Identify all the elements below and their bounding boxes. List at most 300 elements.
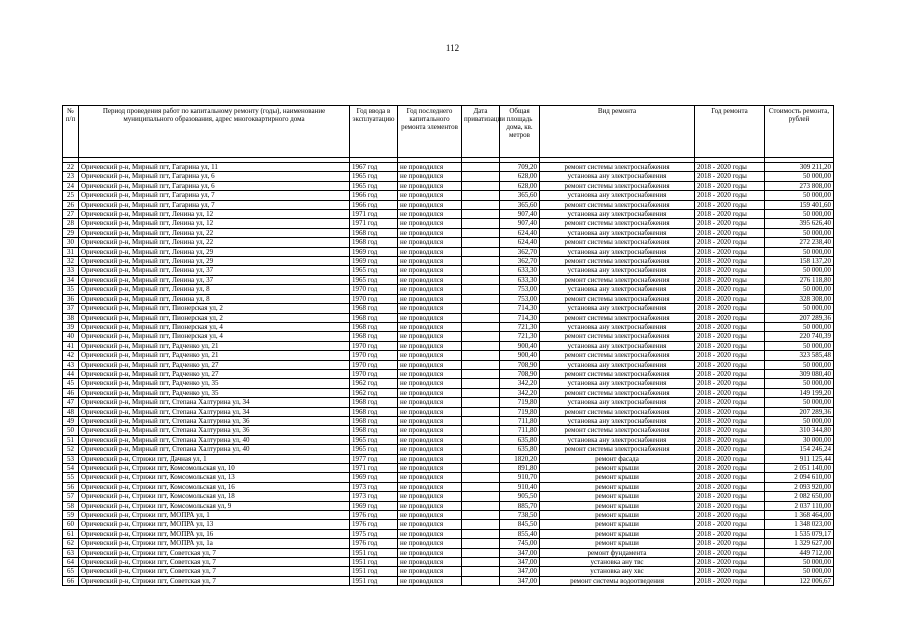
- cell-address: Оричевский р-н, Стрижи пгт, Комсомольская ул, 9: [79, 501, 350, 510]
- cell-number: 63: [63, 548, 79, 557]
- cell-privatization: [462, 219, 500, 228]
- cell-cost: 207 289,36: [765, 313, 834, 322]
- cell-repair-year: 2018 - 2020 годы: [695, 473, 765, 482]
- cell-number: 32: [63, 257, 79, 266]
- cell-repair-type: ремонт системы электроснабжения: [540, 369, 695, 378]
- cell-commission-year: 1967 год: [350, 163, 398, 172]
- cell-repair-year: 2018 - 2020 годы: [695, 351, 765, 360]
- cell-privatization: [462, 548, 500, 557]
- header-commission-year: Год ввода в эксплуатацию: [350, 106, 398, 158]
- cell-cost: 328 308,00: [765, 294, 834, 303]
- cell-repair-year: 2018 - 2020 годы: [695, 520, 765, 529]
- cell-area: 714,30: [500, 304, 540, 313]
- header-area: Общая площадь дома, кв. метров: [500, 106, 540, 158]
- cell-number: 30: [63, 238, 79, 247]
- cell-privatization: [462, 275, 500, 284]
- cell-last-repair: не проводился: [398, 266, 462, 275]
- cell-repair-type: ремонт системы электроснабжения: [540, 407, 695, 416]
- cell-number: 39: [63, 322, 79, 331]
- cell-area: 885,70: [500, 501, 540, 510]
- table-row: [63, 426, 834, 435]
- cell-cost: 50 000,00: [765, 322, 834, 331]
- cell-last-repair: не проводился: [398, 379, 462, 388]
- cell-area: 907,40: [500, 210, 540, 219]
- cell-privatization: [462, 454, 500, 463]
- cell-repair-year: 2018 - 2020 годы: [695, 482, 765, 491]
- table-row: [63, 313, 834, 322]
- cell-area: 342,20: [500, 388, 540, 397]
- cell-area: 362,70: [500, 247, 540, 256]
- cell-commission-year: 1970 год: [350, 285, 398, 294]
- cell-commission-year: 1965 год: [350, 445, 398, 454]
- cell-repair-type: ремонт системы электроснабжения: [540, 238, 695, 247]
- cell-area: 900,40: [500, 341, 540, 350]
- table-row: [63, 558, 834, 567]
- cell-cost: 2 082 650,00: [765, 492, 834, 501]
- cell-repair-year: 2018 - 2020 годы: [695, 511, 765, 520]
- cell-last-repair: не проводился: [398, 520, 462, 529]
- cell-number: 53: [63, 454, 79, 463]
- header-number: № п/п: [63, 106, 79, 158]
- cell-last-repair: не проводился: [398, 501, 462, 510]
- cell-last-repair: не проводился: [398, 445, 462, 454]
- cell-repair-year: 2018 - 2020 годы: [695, 539, 765, 548]
- cell-privatization: [462, 379, 500, 388]
- cell-address: Оричевский р-н, Мирный пгт, Радченко ул, 27: [79, 369, 350, 378]
- cell-address: Оричевский р-н, Мирный пгт, Степана Халтурина ул, 36: [79, 426, 350, 435]
- table-row: [63, 445, 834, 454]
- cell-commission-year: 1970 год: [350, 341, 398, 350]
- table-row: [63, 294, 834, 303]
- table-row: [63, 238, 834, 247]
- cell-area: 628,00: [500, 172, 540, 181]
- cell-cost: 395 626,40: [765, 219, 834, 228]
- cell-last-repair: не проводился: [398, 426, 462, 435]
- cell-repair-type: ремонт крыши: [540, 539, 695, 548]
- cell-privatization: [462, 426, 500, 435]
- table-row: [63, 172, 834, 181]
- cell-last-repair: не проводился: [398, 257, 462, 266]
- cell-commission-year: 1968 год: [350, 322, 398, 331]
- table-row: [63, 473, 834, 482]
- cell-repair-type: ремонт системы электроснабжения: [540, 275, 695, 284]
- table-row: [63, 482, 834, 491]
- table-row: [63, 369, 834, 378]
- cell-commission-year: 1968 год: [350, 407, 398, 416]
- cell-area: 635,80: [500, 445, 540, 454]
- cell-number: 24: [63, 181, 79, 190]
- cell-area: 719,80: [500, 407, 540, 416]
- cell-commission-year: 1969 год: [350, 247, 398, 256]
- table-row: [63, 529, 834, 538]
- cell-area: 365,60: [500, 200, 540, 209]
- cell-repair-type: установка ану электроснабжения: [540, 360, 695, 369]
- cell-cost: 272 238,40: [765, 238, 834, 247]
- cell-repair-type: установка ану твс: [540, 558, 695, 567]
- cell-address: Оричевский р-н, Мирный пгт, Ленина ул, 37: [79, 266, 350, 275]
- cell-area: 347,00: [500, 558, 540, 567]
- cell-commission-year: 1973 год: [350, 492, 398, 501]
- cell-privatization: [462, 520, 500, 529]
- cell-commission-year: 1971 год: [350, 464, 398, 473]
- cell-repair-year: 2018 - 2020 годы: [695, 210, 765, 219]
- cell-last-repair: не проводился: [398, 275, 462, 284]
- cell-repair-year: 2018 - 2020 годы: [695, 379, 765, 388]
- cell-last-repair: не проводился: [398, 416, 462, 425]
- cell-repair-year: 2018 - 2020 годы: [695, 416, 765, 425]
- cell-last-repair: не проводился: [398, 369, 462, 378]
- cell-area: 365,60: [500, 191, 540, 200]
- cell-commission-year: 1968 год: [350, 304, 398, 313]
- cell-repair-type: установка ану электроснабжения: [540, 247, 695, 256]
- cell-number: 26: [63, 200, 79, 209]
- cell-commission-year: 1965 год: [350, 181, 398, 190]
- cell-repair-year: 2018 - 2020 годы: [695, 548, 765, 557]
- cell-privatization: [462, 285, 500, 294]
- cell-address: Оричевский р-н, Мирный пгт, Пионерская ул, 4: [79, 322, 350, 331]
- cell-repair-type: ремонт фундамента: [540, 548, 695, 557]
- cell-number: 22: [63, 163, 79, 172]
- cell-cost: 50 000,00: [765, 285, 834, 294]
- cell-repair-year: 2018 - 2020 годы: [695, 435, 765, 444]
- cell-area: 708,90: [500, 369, 540, 378]
- cell-privatization: [462, 313, 500, 322]
- cell-area: 624,40: [500, 238, 540, 247]
- cell-repair-year: 2018 - 2020 годы: [695, 558, 765, 567]
- cell-last-repair: не проводился: [398, 464, 462, 473]
- table-row: [63, 464, 834, 473]
- cell-area: 628,00: [500, 181, 540, 190]
- cell-address: Оричевский р-н, Стрижи пгт, Комсомольская ул, 18: [79, 492, 350, 501]
- cell-privatization: [462, 266, 500, 275]
- cell-area: 342,20: [500, 379, 540, 388]
- cell-repair-type: ремонт системы электроснабжения: [540, 257, 695, 266]
- cell-cost: 50 000,00: [765, 398, 834, 407]
- cell-repair-year: 2018 - 2020 годы: [695, 266, 765, 275]
- cell-area: 709,20: [500, 163, 540, 172]
- cell-cost: 50 000,00: [765, 266, 834, 275]
- table-row: [63, 181, 834, 190]
- cell-last-repair: не проводился: [398, 548, 462, 557]
- cell-repair-year: 2018 - 2020 годы: [695, 445, 765, 454]
- cell-repair-type: установка ану электроснабжения: [540, 228, 695, 237]
- cell-number: 52: [63, 445, 79, 454]
- cell-repair-type: ремонт фасада: [540, 454, 695, 463]
- cell-area: 745,00: [500, 539, 540, 548]
- cell-cost: 2 051 140,00: [765, 464, 834, 473]
- cell-number: 29: [63, 228, 79, 237]
- table-row: [63, 576, 834, 585]
- cell-cost: 220 740,39: [765, 332, 834, 341]
- cell-area: 708,90: [500, 360, 540, 369]
- cell-last-repair: не проводился: [398, 529, 462, 538]
- cell-address: Оричевский р-н, Мирный пгт, Степана Халтурина ул, 40: [79, 445, 350, 454]
- cell-area: 633,30: [500, 266, 540, 275]
- cell-address: Оричевский р-н, Мирный пгт, Пионерская ул, 4: [79, 332, 350, 341]
- table-row: [63, 548, 834, 557]
- cell-address: Оричевский р-н, Мирный пгт, Степана Халтурина ул, 40: [79, 435, 350, 444]
- cell-repair-year: 2018 - 2020 годы: [695, 341, 765, 350]
- cell-cost: 50 000,00: [765, 191, 834, 200]
- cell-commission-year: 1970 год: [350, 369, 398, 378]
- cell-repair-type: ремонт системы электроснабжения: [540, 200, 695, 209]
- cell-privatization: [462, 407, 500, 416]
- cell-privatization: [462, 322, 500, 331]
- cell-commission-year: 1962 год: [350, 388, 398, 397]
- cell-privatization: [462, 257, 500, 266]
- cell-privatization: [462, 529, 500, 538]
- page-number: 112: [445, 43, 460, 53]
- cell-area: 738,50: [500, 511, 540, 520]
- cell-commission-year: 1976 год: [350, 511, 398, 520]
- cell-cost: 1 329 627,00: [765, 539, 834, 548]
- cell-address: Оричевский р-н, Мирный пгт, Радченко ул, 35: [79, 388, 350, 397]
- cell-repair-type: установка ану электроснабжения: [540, 379, 695, 388]
- cell-last-repair: не проводился: [398, 163, 462, 172]
- cell-cost: 276 118,80: [765, 275, 834, 284]
- cell-privatization: [462, 369, 500, 378]
- cell-repair-year: 2018 - 2020 годы: [695, 388, 765, 397]
- cell-repair-type: установка ану электроснабжения: [540, 285, 695, 294]
- header-privatization-date: Дата приватизации: [462, 106, 500, 158]
- cell-repair-type: ремонт системы электроснабжения: [540, 219, 695, 228]
- cell-address: Оричевский р-н, Мирный пгт, Ленина ул, 12: [79, 219, 350, 228]
- header-repair-year: Год ремонта: [695, 106, 765, 158]
- cell-commission-year: 1965 год: [350, 172, 398, 181]
- table-row: [63, 163, 834, 172]
- cell-area: 714,30: [500, 313, 540, 322]
- cell-repair-year: 2018 - 2020 годы: [695, 360, 765, 369]
- cell-last-repair: не проводился: [398, 219, 462, 228]
- cell-repair-type: ремонт крыши: [540, 529, 695, 538]
- cell-number: 45: [63, 379, 79, 388]
- cell-area: 347,00: [500, 567, 540, 576]
- cell-privatization: [462, 304, 500, 313]
- cell-last-repair: не проводился: [398, 482, 462, 491]
- cell-address: Оричевский р-н, Мирный пгт, Ленина ул, 29: [79, 247, 350, 256]
- cell-last-repair: не проводился: [398, 332, 462, 341]
- cell-cost: 50 000,00: [765, 567, 834, 576]
- cell-cost: 2 037 110,00: [765, 501, 834, 510]
- cell-number: 37: [63, 304, 79, 313]
- cell-address: Оричевский р-н, Мирный пгт, Ленина ул, 29: [79, 257, 350, 266]
- cell-commission-year: 1977 год: [350, 454, 398, 463]
- cell-privatization: [462, 567, 500, 576]
- cell-repair-year: 2018 - 2020 годы: [695, 304, 765, 313]
- table-row: [63, 247, 834, 256]
- cell-last-repair: не проводился: [398, 576, 462, 585]
- cell-number: 50: [63, 426, 79, 435]
- cell-cost: 1 368 464,00: [765, 511, 834, 520]
- cell-cost: 2 093 920,00: [765, 482, 834, 491]
- cell-repair-type: ремонт крыши: [540, 511, 695, 520]
- cell-repair-type: установка ану электроснабжения: [540, 416, 695, 425]
- cell-commission-year: 1962 год: [350, 379, 398, 388]
- cell-number: 28: [63, 219, 79, 228]
- cell-area: 719,80: [500, 398, 540, 407]
- cell-repair-year: 2018 - 2020 годы: [695, 492, 765, 501]
- cell-area: 633,30: [500, 275, 540, 284]
- table-row: [63, 501, 834, 510]
- cell-repair-year: 2018 - 2020 годы: [695, 426, 765, 435]
- cell-address: Оричевский р-н, Мирный пгт, Пионерская ул, 2: [79, 313, 350, 322]
- cell-address: Оричевский р-н, Мирный пгт, Ленина ул, 12: [79, 210, 350, 219]
- cell-number: 47: [63, 398, 79, 407]
- cell-privatization: [462, 388, 500, 397]
- cell-privatization: [462, 228, 500, 237]
- cell-privatization: [462, 398, 500, 407]
- cell-address: Оричевский р-н, Мирный пгт, Ленина ул, 22: [79, 238, 350, 247]
- cell-privatization: [462, 482, 500, 491]
- cell-area: 753,00: [500, 285, 540, 294]
- cell-cost: 1 535 079,17: [765, 529, 834, 538]
- cell-repair-year: 2018 - 2020 годы: [695, 313, 765, 322]
- cell-repair-year: 2018 - 2020 годы: [695, 501, 765, 510]
- cell-repair-year: 2018 - 2020 годы: [695, 219, 765, 228]
- header-last-repair-year: Год последнего капитального ремонта элементов: [398, 106, 462, 158]
- cell-number: 23: [63, 172, 79, 181]
- header-repair-type: Вид ремонта: [540, 106, 695, 158]
- table-row: [63, 304, 834, 313]
- cell-area: 711,80: [500, 416, 540, 425]
- cell-cost: 309 211,20: [765, 163, 834, 172]
- cell-area: 907,40: [500, 219, 540, 228]
- cell-commission-year: 1951 год: [350, 576, 398, 585]
- cell-last-repair: не проводился: [398, 238, 462, 247]
- cell-privatization: [462, 445, 500, 454]
- cell-commission-year: 1969 год: [350, 501, 398, 510]
- table-row: [63, 285, 834, 294]
- cell-area: 905,50: [500, 492, 540, 501]
- cell-address: Оричевский р-н, Стрижи пгт, МОПРА ул, 1а: [79, 539, 350, 548]
- cell-number: 55: [63, 473, 79, 482]
- cell-last-repair: не проводился: [398, 322, 462, 331]
- cell-repair-year: 2018 - 2020 годы: [695, 191, 765, 200]
- cell-commission-year: 1968 год: [350, 238, 398, 247]
- cell-address: Оричевский р-н, Мирный пгт, Степана Халтурина ул, 34: [79, 398, 350, 407]
- cell-cost: 50 000,00: [765, 360, 834, 369]
- table-row: [63, 539, 834, 548]
- cell-area: 721,30: [500, 322, 540, 331]
- cell-area: 721,30: [500, 332, 540, 341]
- table-row: [63, 492, 834, 501]
- cell-commission-year: 1971 год: [350, 219, 398, 228]
- cell-repair-type: установка ану электроснабжения: [540, 172, 695, 181]
- cell-address: Оричевский р-н, Мирный пгт, Пионерская ул, 2: [79, 304, 350, 313]
- table-row: [63, 398, 834, 407]
- cell-repair-type: ремонт крыши: [540, 520, 695, 529]
- cell-commission-year: 1971 год: [350, 210, 398, 219]
- cell-repair-type: ремонт системы электроснабжения: [540, 445, 695, 454]
- cell-last-repair: не проводился: [398, 407, 462, 416]
- cell-last-repair: не проводился: [398, 172, 462, 181]
- cell-last-repair: не проводился: [398, 567, 462, 576]
- cell-address: Оричевский р-н, Стрижи пгт, Советская ул, 7: [79, 576, 350, 585]
- cell-last-repair: не проводился: [398, 539, 462, 548]
- table-row: [63, 567, 834, 576]
- table-row: [63, 511, 834, 520]
- cell-repair-type: установка ану хвс: [540, 567, 695, 576]
- cell-repair-year: 2018 - 2020 годы: [695, 181, 765, 190]
- cell-privatization: [462, 501, 500, 510]
- cell-privatization: [462, 294, 500, 303]
- table-row: [63, 200, 834, 209]
- cell-address: Оричевский р-н, Стрижи пгт, Комсомольская ул, 13: [79, 473, 350, 482]
- cell-commission-year: 1965 год: [350, 435, 398, 444]
- cell-number: 44: [63, 369, 79, 378]
- cell-privatization: [462, 360, 500, 369]
- cell-last-repair: не проводился: [398, 435, 462, 444]
- cell-number: 40: [63, 332, 79, 341]
- cell-commission-year: 1968 год: [350, 228, 398, 237]
- cell-repair-type: ремонт крыши: [540, 482, 695, 491]
- cell-repair-type: ремонт системы электроснабжения: [540, 163, 695, 172]
- cell-cost: 50 000,00: [765, 341, 834, 350]
- cell-repair-type: установка ану электроснабжения: [540, 322, 695, 331]
- cell-repair-type: установка ану электроснабжения: [540, 191, 695, 200]
- cell-cost: 30 000,00: [765, 435, 834, 444]
- cell-area: 910,40: [500, 482, 540, 491]
- cell-number: 57: [63, 492, 79, 501]
- cell-commission-year: 1970 год: [350, 351, 398, 360]
- cell-commission-year: 1968 год: [350, 398, 398, 407]
- cell-repair-type: ремонт крыши: [540, 492, 695, 501]
- cell-number: 31: [63, 247, 79, 256]
- cell-area: 855,40: [500, 529, 540, 538]
- cell-repair-type: установка ану электроснабжения: [540, 341, 695, 350]
- cell-repair-year: 2018 - 2020 годы: [695, 275, 765, 284]
- cell-area: 900,40: [500, 351, 540, 360]
- cell-repair-year: 2018 - 2020 годы: [695, 576, 765, 585]
- cell-repair-year: 2018 - 2020 годы: [695, 247, 765, 256]
- cell-commission-year: 1968 год: [350, 313, 398, 322]
- cell-privatization: [462, 576, 500, 585]
- cell-address: Оричевский р-н, Мирный пгт, Гагарина ул, 7: [79, 191, 350, 200]
- cell-privatization: [462, 181, 500, 190]
- cell-commission-year: 1976 год: [350, 539, 398, 548]
- cell-repair-type: ремонт системы электроснабжения: [540, 294, 695, 303]
- cell-area: 1820,20: [500, 454, 540, 463]
- cell-repair-year: 2018 - 2020 годы: [695, 163, 765, 172]
- cell-repair-type: установка ану электроснабжения: [540, 435, 695, 444]
- cell-commission-year: 1951 год: [350, 567, 398, 576]
- cell-commission-year: 1951 год: [350, 558, 398, 567]
- table-row: [63, 454, 834, 463]
- cell-number: 48: [63, 407, 79, 416]
- cell-number: 51: [63, 435, 79, 444]
- cell-privatization: [462, 511, 500, 520]
- cell-last-repair: не проводился: [398, 210, 462, 219]
- cell-area: 845,50: [500, 520, 540, 529]
- cell-cost: 449 712,00: [765, 548, 834, 557]
- cell-number: 58: [63, 501, 79, 510]
- cell-repair-year: 2018 - 2020 годы: [695, 567, 765, 576]
- cell-number: 38: [63, 313, 79, 322]
- cell-commission-year: 1975 год: [350, 529, 398, 538]
- cell-address: Оричевский р-н, Мирный пгт, Радченко ул, 21: [79, 351, 350, 360]
- table-row: [63, 191, 834, 200]
- cell-cost: 50 000,00: [765, 172, 834, 181]
- cell-commission-year: 1970 год: [350, 360, 398, 369]
- cell-repair-year: 2018 - 2020 годы: [695, 529, 765, 538]
- cell-cost: 1 348 023,00: [765, 520, 834, 529]
- cell-number: 61: [63, 529, 79, 538]
- cell-commission-year: 1966 год: [350, 200, 398, 209]
- cell-privatization: [462, 539, 500, 548]
- cell-last-repair: не проводился: [398, 181, 462, 190]
- cell-repair-year: 2018 - 2020 годы: [695, 332, 765, 341]
- cell-repair-year: 2018 - 2020 годы: [695, 257, 765, 266]
